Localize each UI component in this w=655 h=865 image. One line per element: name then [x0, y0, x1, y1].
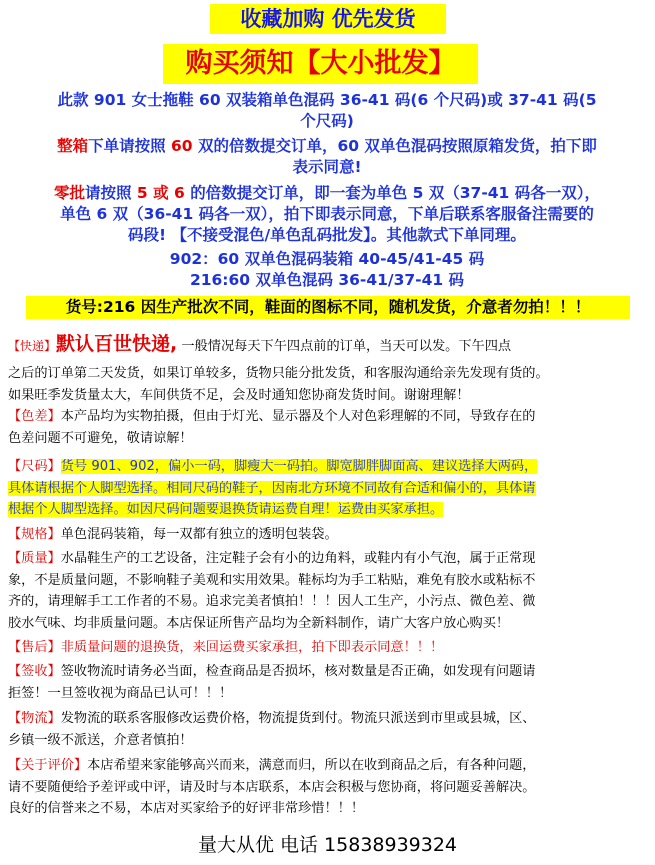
- section-line: 象，不是质量问题，不影响鞋子美观和实用效果。鞋标均为手工粘贴，难免有胶水或粘标不: [8, 572, 536, 588]
- page-title: 购买须知【大小批发】: [163, 44, 478, 84]
- section-text: 具体请根据个人脚型选择。相同尺码的鞋子，因南北方环境不同故有合适和偏小的，具体请: [8, 480, 536, 496]
- quality-tag: 【质量】: [8, 551, 61, 566]
- section-line: [8, 661, 648, 683]
- notice-number: 5 或 6: [136, 184, 185, 202]
- section-line: 良好的信誉来之不易，本店对买家给予的好评非常珍惜！！！: [8, 801, 365, 817]
- section-text: 一般情况每天下午四点前的订单，当天可以发。下午四点: [177, 339, 512, 354]
- section-line: 如果旺季发货量太大，车间供货不足，会及时通知您协商发货时间。谢谢理解！: [8, 387, 470, 403]
- section-line: [8, 524, 648, 546]
- section-text: 水晶鞋生产的工艺设备，注定鞋子会有小的边角料，或鞋内有小气泡，属于正常现: [60, 551, 536, 566]
- section-line: 之后的订单第二天发货，如果订单较多，货物只能分批发货，和客服沟通给亲先发现有货的。: [8, 366, 549, 381]
- product-notice: [12, 90, 642, 132]
- reviews-tag: 【关于评价】: [8, 758, 88, 773]
- section-line: [8, 637, 648, 659]
- section-text: 本店希望来家能够高兴而来，满意而归，所以在收到商品之后，有各种问题，: [87, 758, 536, 773]
- section-text: 非质量问题的退换货，来回运费买家承担，拍下即表示同意！！！: [60, 640, 444, 655]
- retail-notice: [12, 183, 642, 246]
- notice-line: [12, 136, 642, 157]
- section-size: [8, 456, 648, 521]
- spec-tag: 【规格】: [8, 527, 61, 542]
- notice-line: 单色 6 双（36-41 码各一双），拍下即表示同意，下单后联系客服备注需要的: [60, 205, 594, 223]
- section-express: [8, 332, 648, 406]
- section-line: [8, 755, 648, 777]
- section-text: 单色混码装箱，每一双都有独立的透明包装袋。: [60, 527, 338, 542]
- whole-box-notice: [12, 136, 642, 178]
- section-line: [8, 406, 648, 428]
- notice-line: 此款 901 女士拖鞋 60 双装箱单色混码 36-41 码(6 个尺码)或 37-41 码(5: [57, 91, 597, 109]
- notice-text: 双的倍数提交订单，60 双单色混码按照原箱发货，拍下即: [192, 137, 597, 155]
- section-spec: [8, 524, 648, 546]
- notice-text: 的倍数提交订单，即一套为单色 5 双（37-41 码各一双），: [184, 184, 600, 202]
- section-line: [8, 548, 648, 570]
- section-line: 请不要随便给予差评或中评，请及时与本店联系，本店会积极与您协商，将问题妥善解决。: [8, 779, 536, 795]
- section-line: [8, 332, 648, 359]
- section-after-sales: [8, 637, 648, 659]
- section-line: 乡镇一级不派送，介意者慎拍！: [8, 732, 193, 748]
- retail-label: 零批: [54, 184, 86, 202]
- section-reviews: [8, 755, 648, 820]
- section-line: 拒签！一旦签收视为商品已认可！！！: [8, 685, 233, 701]
- section-text: 发物流的联系客服修改运费价格，物流提货到付。物流只派送到市里或县城，区、: [60, 711, 536, 726]
- notice-line: 216:60 双单色混码 36-41/37-41 码: [189, 271, 465, 289]
- notice-text: 下单请按照: [88, 137, 171, 155]
- section-color-diff: [8, 406, 648, 449]
- section-line: [8, 478, 648, 500]
- footer-contact: 量大从优 电话 15838939324: [197, 834, 458, 856]
- express-tag: 【快递】: [8, 339, 57, 353]
- notice-line: [12, 183, 642, 204]
- notice-text: 请按照: [85, 184, 137, 202]
- logistics-tag: 【物流】: [8, 711, 61, 726]
- express-carrier: 默认百世快递,: [56, 333, 178, 355]
- warning-banner: 货号:216 因生产批次不同，鞋面的图标不同，随机发货，介意者勿拍！！！: [26, 296, 630, 319]
- section-line: 齐的，请理解手工工作者的不易。追求完美者慎拍！！！因人工生产，小污点、微色差、微: [8, 594, 536, 610]
- notice-number: 60: [170, 137, 193, 155]
- section-quality: [8, 548, 648, 634]
- top-banner: 收藏加购 优先发货: [210, 4, 446, 34]
- section-text: 签收物流时请务必当面，检查商品是否损坏，核对数量是否正确，如发现有问题请: [60, 664, 536, 679]
- notice-line: 个尺码): [300, 112, 354, 130]
- after-sales-tag: 【售后】: [8, 640, 61, 655]
- section-line: [8, 499, 648, 521]
- section-logistics: [8, 708, 648, 751]
- section-line: 色差问题不可避免，敬请谅解！: [8, 430, 193, 446]
- size-tag: 【尺码】: [8, 459, 61, 474]
- whole-box-label: 整箱: [57, 137, 89, 155]
- section-line: [8, 456, 648, 478]
- notice-line: 码段! 【不接受混色/单色乱码批发】。其他款式下单同理。: [128, 226, 526, 244]
- section-line: 胶水气味、均非质量问题。本店保证所售产品均为全新料制作，请广大客户放心购买！: [8, 615, 510, 631]
- section-line: [8, 708, 648, 730]
- model-902-notice: [12, 249, 642, 291]
- signing-tag: 【签收】: [8, 664, 61, 679]
- section-text: 货号 901、902，偏小一码，脚瘦大一码拍。脚宽脚胖脚面高、建议选择大两码，: [60, 459, 538, 474]
- section-text: 本产品均为实物拍摄，但由于灯光、显示器及个人对色彩理解的不同，导致存在的: [60, 409, 536, 424]
- color-diff-tag: 【色差】: [8, 409, 61, 424]
- notice-line: 902：60 双单色混码装箱 40-45/41-45 码: [169, 250, 485, 268]
- notice-line: 表示同意!: [292, 158, 362, 176]
- section-text: 根据个人脚型选择。如因尺码问题要退换货请运费自理！运费由买家承担。: [8, 502, 444, 518]
- section-signing: [8, 661, 648, 704]
